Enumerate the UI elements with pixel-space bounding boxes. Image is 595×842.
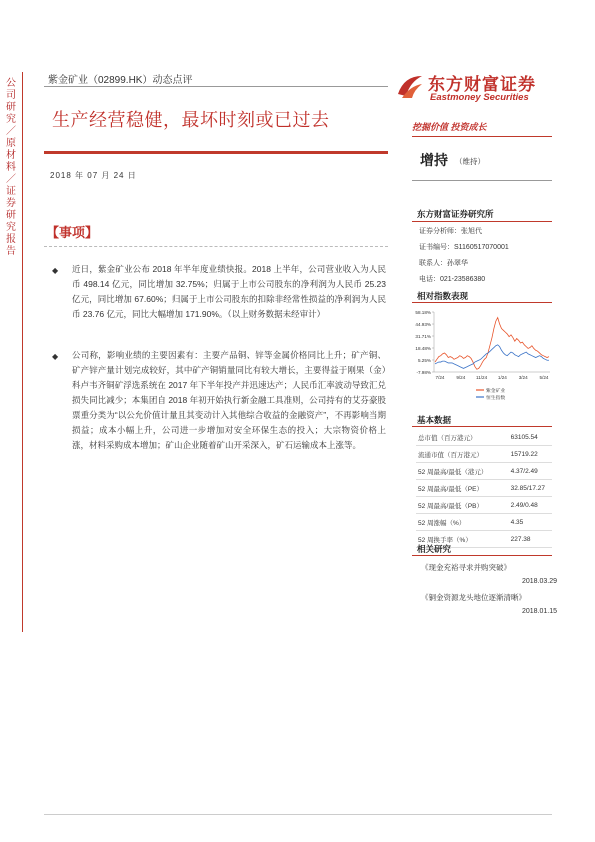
report-type: 紫金矿业（02899.HK）动态点评 — [48, 75, 193, 86]
row-value: 4.37/2.49 — [497, 463, 552, 480]
y-tick-label: -7.98% — [416, 369, 431, 375]
page-title: 生产经营稳健，最坏时刻或已过去 — [52, 110, 330, 130]
row-label: 52 周涨幅（%） — [416, 514, 497, 531]
brand-name-cn: 东方财富证券 — [428, 75, 536, 94]
event-paragraph-1: 近日，紫金矿业公布 2018 年半年度业绩快报。2018 上半年，公司营业收入为人民币 498.14 亿元，同比增加 32.75%；归属于上市公司股东的净利润为人民币 25.23 亿元，同比增加 67.60%；归属于上市公司股东的扣除非经常性损益的净利润为人民币 23.76 亿元，同比大幅增加 171.90%。（以上财务数据未经审计） — [72, 264, 386, 319]
table-row — [416, 497, 552, 514]
sidebar-band — [0, 72, 22, 632]
related-item-title[interactable]: 《现金充裕寻求并购突破》 — [421, 563, 511, 572]
legend-label: 恒生指数 — [486, 395, 506, 401]
institute-heading: 东方财富证券研究所 — [417, 209, 494, 219]
x-tick-label: 11/24 — [476, 375, 488, 380]
header-rule — [44, 86, 388, 87]
certificate-number: 证书编号：S1160517070001 — [419, 244, 509, 251]
series-line — [435, 318, 549, 370]
related-item-title[interactable]: 《铜金资源龙头地位逐渐清晰》 — [421, 593, 526, 602]
chart-heading: 相对指数表现 — [417, 291, 469, 301]
relative-index-chart — [412, 306, 554, 406]
x-tick-label: 3/24 — [518, 375, 528, 380]
row-label: 52 周最高/最低（PE） — [416, 480, 497, 497]
row-label: 流通市值（百万港元） — [416, 446, 497, 463]
event-paragraph-2: 公司称，影响业绩的主要因素有：主要产品铜、锌等金属价格同比上升；矿产铜、矿产锌产量计划完成较好，其中矿产铜销量同比有较大增长，主要得益于刚果（金）科卢韦齐铜矿浮选系统在 2017 年下半年投产并迅速达产；人民币汇率波动导致汇兑损失同比减少；本集团自 2018 年初开始执行新金融工具准则，公司持有的艾芬豪股票重分类为“以公允价值计量且其变动计入其他综合收益的金融资产”，不再影响当期损益；成本小幅上升，公司进一步增加对安全环保生态的投入；大宗物资价格上涨，材料采购成本增加；矿山企业随着矿山开采深入，矿石运输成本上涨等。 — [72, 350, 386, 450]
y-tick-label: 58.18% — [415, 309, 431, 315]
x-tick-label: 5/24 — [539, 375, 549, 380]
events-tag: 【事项】 — [46, 225, 99, 240]
rating-rule — [412, 180, 552, 181]
events-rule — [44, 246, 388, 248]
brand-name-en: Eastmoney Securities — [430, 92, 529, 103]
report-date: 2018 年 07 月 24 日 — [50, 171, 137, 180]
title-bar — [44, 151, 388, 154]
phone-number: 电话：021-23586380 — [419, 276, 486, 283]
row-value: 32.85/17.27 — [497, 480, 552, 497]
contact-person: 联系人：孙翠华 — [419, 260, 468, 267]
institute-rule — [412, 221, 552, 222]
bullet-icon: ◆ — [52, 266, 59, 275]
series-line — [435, 345, 549, 369]
table-row — [416, 463, 552, 480]
brand-slogan: 挖掘价值 投资成长 — [412, 122, 487, 132]
y-tick-label: 31.71% — [415, 333, 431, 339]
y-tick-label: 44.93% — [415, 321, 431, 327]
bullet-icon: ◆ — [52, 352, 59, 361]
analyst-name: 证券分析师：张旭代 — [419, 228, 482, 235]
basic-data-table — [416, 429, 552, 548]
x-tick-label: 7/24 — [435, 375, 445, 380]
row-label: 52 周最高/最低（港元） — [416, 463, 497, 480]
rating-note: （维持） — [455, 157, 485, 166]
row-value: 227.38 — [497, 531, 552, 548]
footer-rule — [44, 814, 552, 815]
table-row — [416, 514, 552, 531]
table-row — [416, 429, 552, 446]
row-label: 52 周换手率（%） — [416, 531, 497, 548]
y-tick-label: 18.48% — [415, 345, 431, 351]
chart-rule — [412, 302, 552, 303]
x-tick-label: 1/24 — [497, 375, 507, 380]
table-row — [416, 446, 552, 463]
x-tick-label: 9/24 — [456, 375, 466, 380]
sidebar-rule — [22, 72, 23, 632]
basic-data-rule — [412, 426, 552, 427]
related-item-date: 2018.03.29 — [522, 578, 558, 585]
related-item-date: 2018.01.15 — [522, 608, 558, 615]
slogan-rule — [412, 136, 552, 137]
row-value: 4.35 — [497, 514, 552, 531]
basic-data-heading: 基本数据 — [417, 415, 452, 425]
table-row — [416, 480, 552, 497]
row-value: 2.49/0.48 — [497, 497, 552, 514]
row-label: 总市值（百万港元） — [416, 429, 497, 446]
brand-logo-icon — [396, 72, 424, 100]
row-value: 15719.22 — [497, 446, 552, 463]
row-label: 52 周最高/最低（PB） — [416, 497, 497, 514]
rating-value: 增持 — [420, 152, 448, 168]
y-tick-label: 5.25% — [417, 357, 431, 363]
related-heading: 相关研究 — [417, 544, 452, 554]
row-value: 63105.54 — [497, 429, 552, 446]
legend-label: 紫金矿业 — [486, 388, 506, 394]
related-rule — [412, 555, 552, 556]
sidebar-text: 公司研究／原材料／证券研究报告 — [6, 78, 16, 257]
